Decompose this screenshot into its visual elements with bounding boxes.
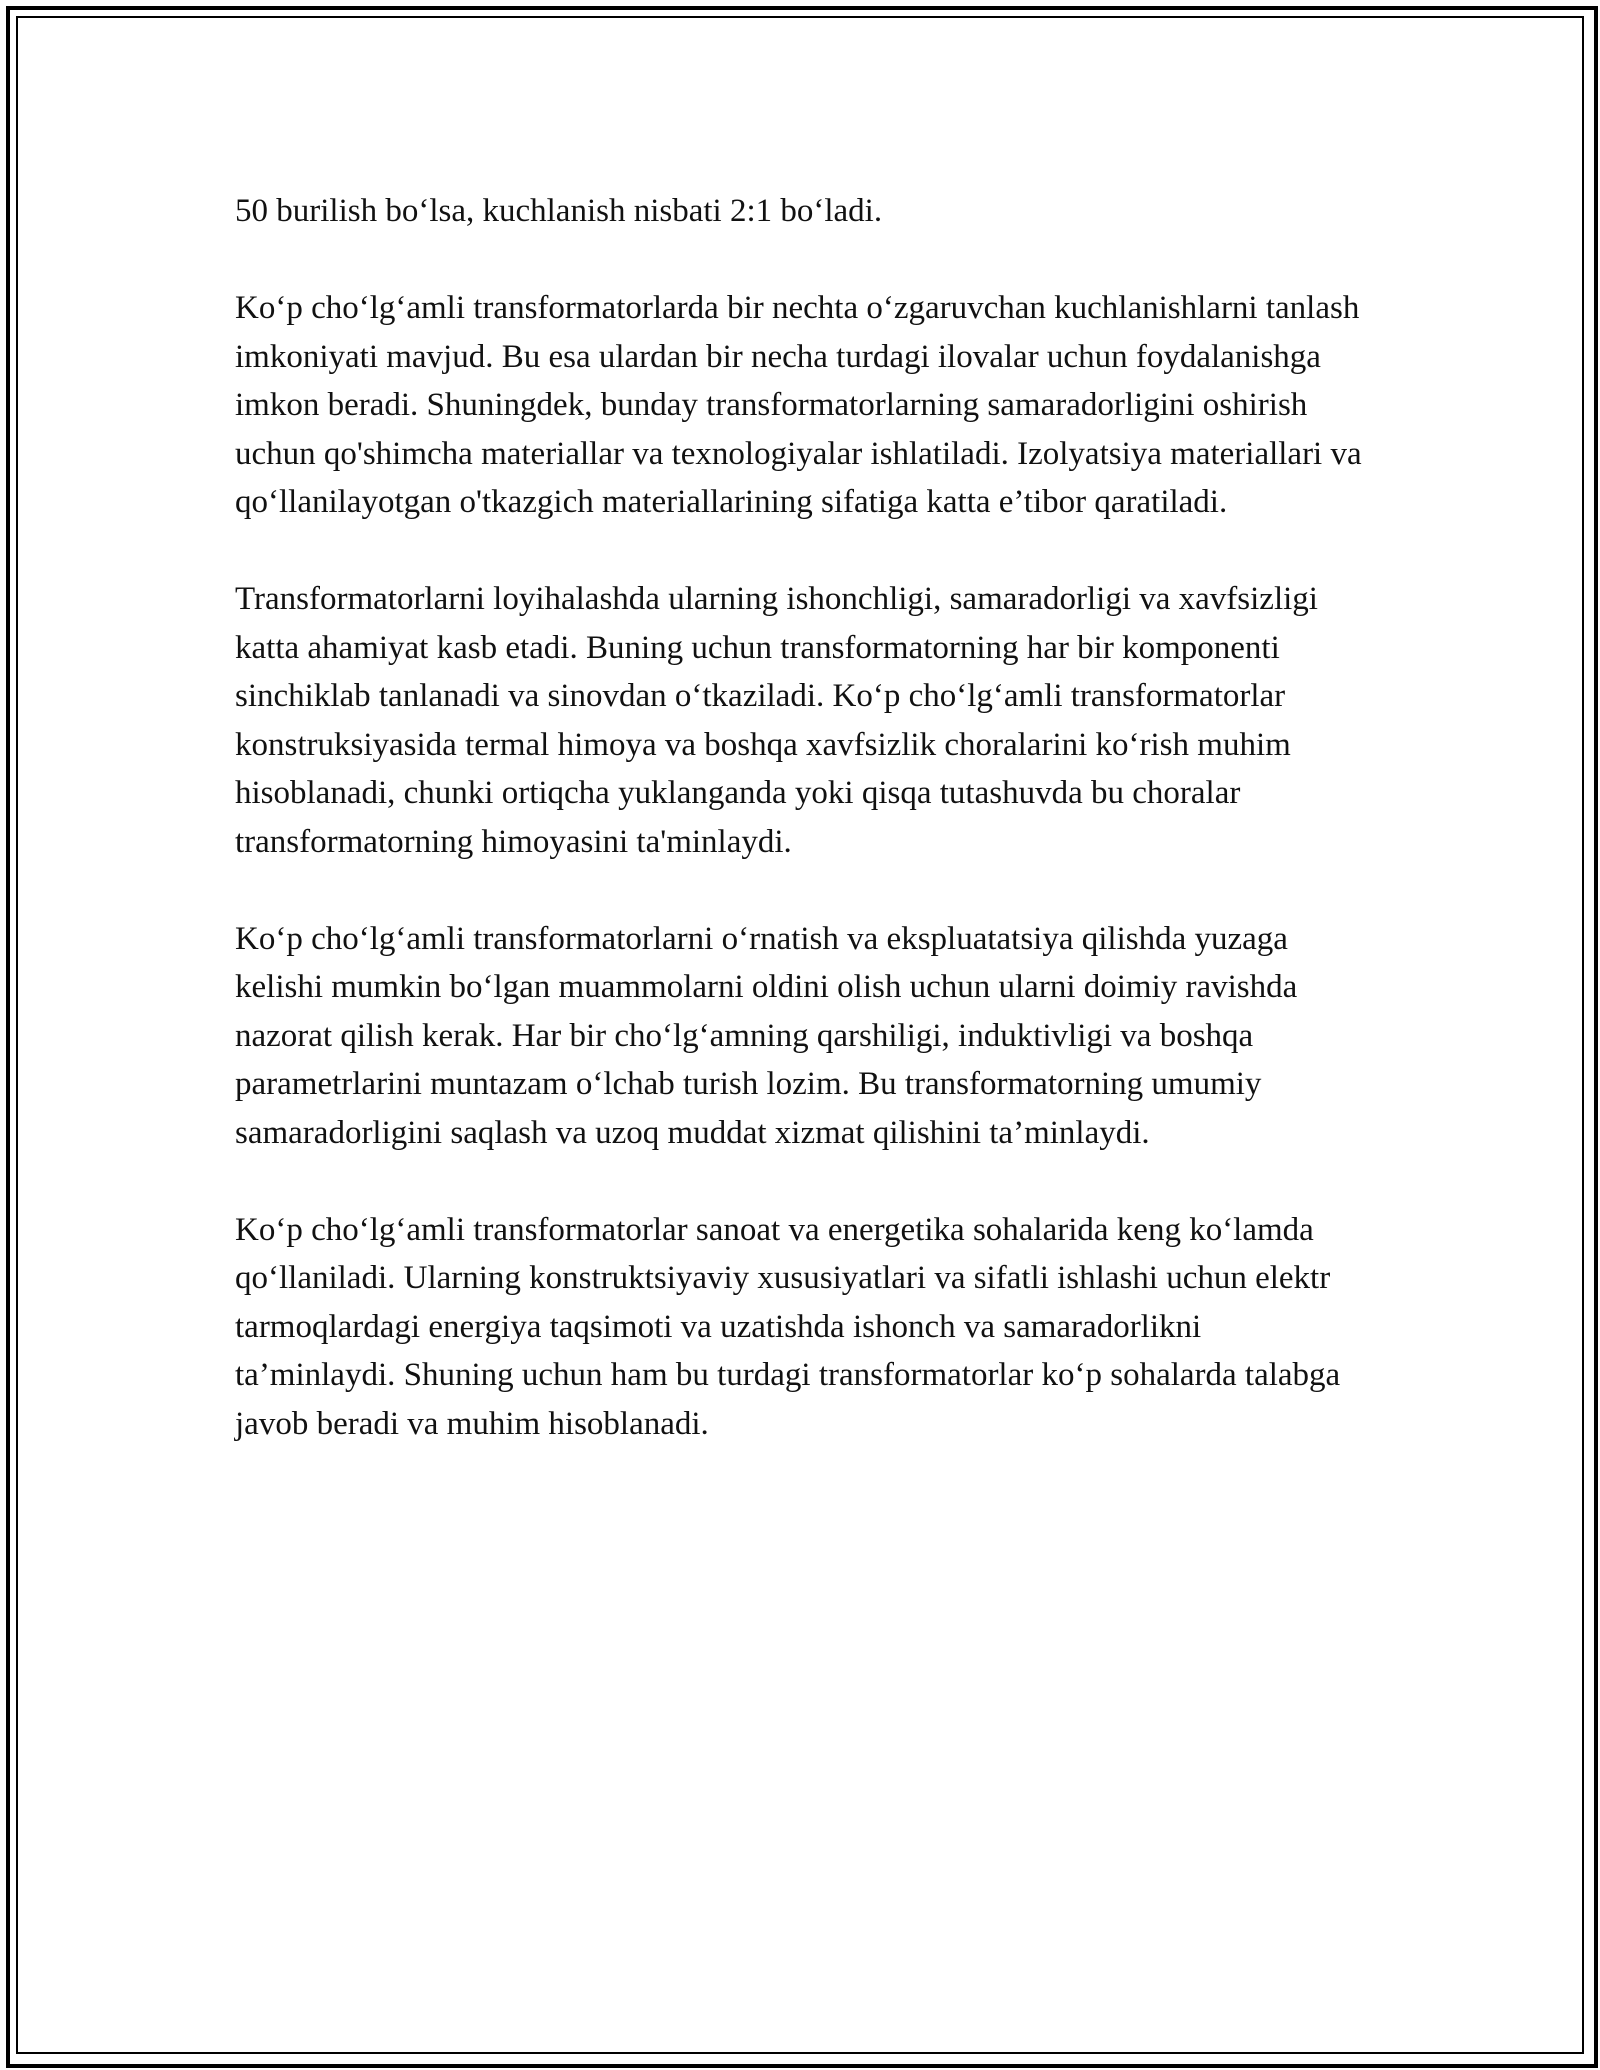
paragraph: Ko‘p cho‘lg‘amli transformatorlarni o‘rnatish va ekspluatatsiya qilishda yuzaga kelishi mumkin bo‘lgan muammolarni oldini olish uchun ularni doimiy ravishda nazorat qilish kerak. Har bir cho‘lg‘amning qarshiligi, induktivligi va boshqa parametrlarini muntazam o‘lchab turish lozim. Bu transformatorning umumiy samaradorligini saqlash va uzoq muddat xizmat qilishini ta’minlaydi. <box>235 920 1298 1151</box>
document-body <box>235 187 1365 1497</box>
paragraph: 50 burilish bo‘lsa, kuchlanish nisbati 2:1 bo‘ladi. <box>235 193 883 229</box>
paragraph: Ko‘p cho‘lg‘amli transformatorlarda bir nechta o‘zgaruvchan kuchlanishlarni tanlash imkoniyati mavjud. Bu esa ulardan bir necha turdagi ilovalar uchun foydalanishga imkon beradi. Shuningdek, bunday transformatorlarning samaradorligini oshirish uchun qo'shimcha materiallar va texnologiyalar ishlatiladi. Izolyatsiya materiallari va qo‘llanilayotgan o'tkazgich materiallarining sifatiga katta e’tibor qaratiladi. <box>235 290 1362 520</box>
paragraph: Ko‘p cho‘lg‘amli transformatorlar sanoat va energetika sohalarida keng ko‘lamda qo‘llaniladi. Ularning konstruktsiyaviy xususiyatlari va sifatli ishlashi uchun elektr tarmoqlardagi energiya taqsimoti va uzatishda ishonch va samaradorlikni ta’minlaydi. Shuning uchun ham bu turdagi transformatorlar ko‘p sohalarda talabga javob beradi va muhim hisoblanadi. <box>235 1211 1341 1442</box>
paragraph: Transformatorlarni loyihalashda ularning ishonchligi, samaradorligi va xavfsizligi katta ahamiyat kasb etadi. Buning uchun transformatorning har bir komponenti sinchiklab tanlanadi va sinovdan o‘tkaziladi. Ko‘p cho‘lg‘amli transformatorlar konstruksiyasida termal himoya va boshqa xavfsizlik choralarini ko‘rish muhim hisoblanadi, chunki ortiqcha yuklanganda yoki qisqa tutashuvda bu choralar transformatorning himoyasini ta'minlaydi. <box>235 581 1318 860</box>
